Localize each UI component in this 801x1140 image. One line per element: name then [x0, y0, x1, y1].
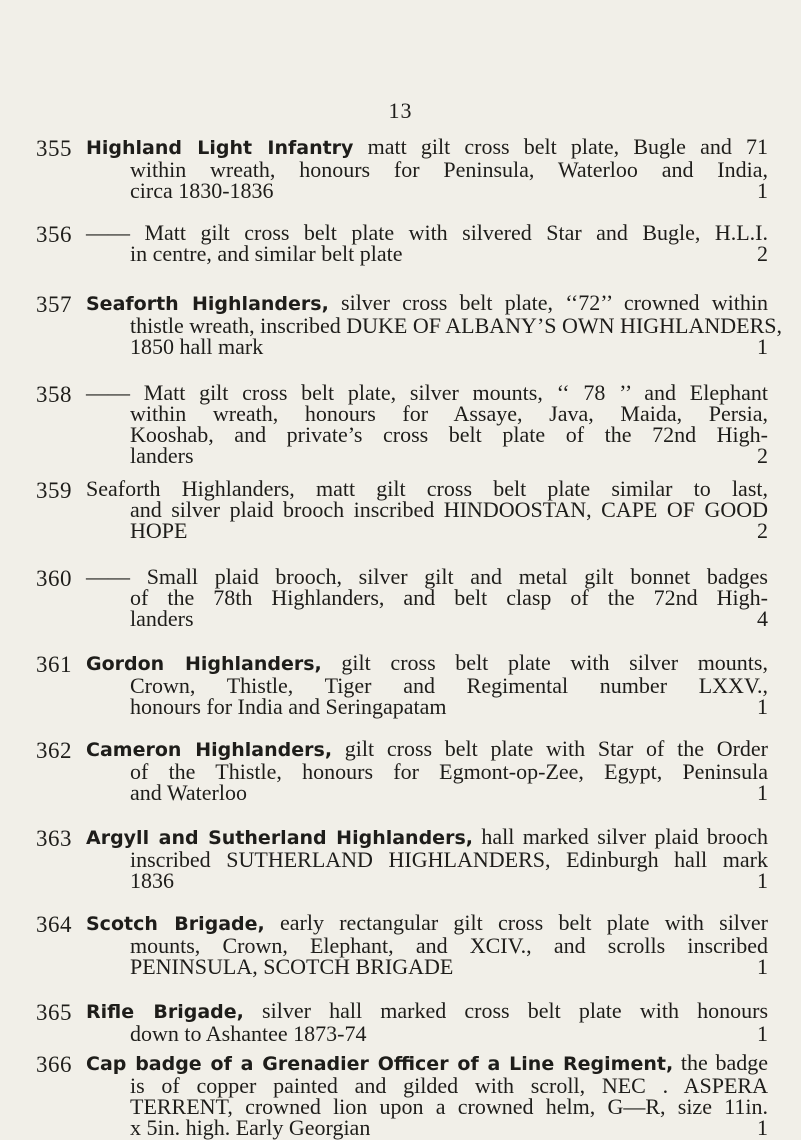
lot-line [130, 587, 768, 608]
lot-line [130, 520, 768, 541]
lot-heading: Highland Light Infantry [86, 137, 354, 159]
lot-line [130, 243, 768, 264]
lot-text: landers [130, 443, 194, 468]
lot-text: honours for India and Seringapatam [130, 694, 447, 719]
lot-description [86, 1050, 768, 1140]
lot-text: Kooshab, and private’s cross belt plate of the 72nd High- [130, 422, 768, 447]
lot-line [130, 445, 768, 466]
lot-line [86, 652, 768, 675]
lot-line [130, 849, 768, 870]
lot-quantity: 1 [757, 780, 768, 805]
lot-text: —— Matt gilt cross belt plate with silvered Star and Bugle, H.L.I. [86, 220, 768, 245]
lot-description [86, 736, 768, 805]
lot-text: inscribed SUTHERLAND HIGHLANDERS, Edinburgh hall mark [130, 847, 768, 872]
lot-line [130, 696, 768, 717]
lot-line [86, 1052, 768, 1075]
lot-text: the badge [673, 1050, 768, 1075]
lot-quantity: 1 [757, 1021, 768, 1046]
lot-number: 358 [36, 382, 72, 407]
lot-description [86, 910, 769, 979]
lot-text: matt gilt cross belt plate, Bugle and 71 [353, 134, 769, 159]
lot-line [130, 424, 768, 445]
lot-text: TERRENT, crowned lion upon a crowned helm, G—R, size 11in. [130, 1094, 768, 1119]
lot-line [130, 761, 768, 782]
lot-text: —— Small plaid brooch, silver gilt and metal gilt bonnet badges [86, 564, 768, 589]
lot-line [86, 222, 768, 243]
lot-description [86, 290, 782, 359]
lot-heading: Scotch Brigade, [86, 913, 265, 935]
lot-text: x 5in. high. Early Georgian [130, 1115, 371, 1140]
lot-text: PENINSULA, SCOTCH BRIGADE [130, 954, 454, 979]
lot-line [130, 180, 768, 201]
lot-text: Crown, Thistle, Tiger and Regimental number LXXV., [130, 673, 768, 698]
lot-description [86, 824, 768, 893]
lot-quantity: 1 [757, 954, 768, 979]
lot-text: down to Ashantee 1873-74 [130, 1021, 367, 1046]
lot-text: silver cross belt plate, ‘‘72’’ crowned within [328, 290, 768, 315]
lot-line [130, 499, 768, 520]
lot-quantity: 1 [757, 334, 768, 359]
lot-description [86, 564, 768, 631]
lot-quantity: 2 [757, 518, 768, 543]
lot-text: of the 78th Highlanders, and belt clasp of the 72nd High- [130, 585, 768, 610]
lot-line [130, 675, 768, 696]
lot-description [86, 650, 768, 719]
lot-text: within wreath, honours for Assaye, Java, Maida, Persia, [130, 401, 768, 426]
lot-heading: Argyll and Sutherland Highlanders, [86, 827, 473, 849]
lot-quantity: 1 [757, 694, 768, 719]
lot-heading: Cameron Highlanders, [86, 739, 333, 761]
lot-line [130, 782, 768, 803]
lot-number: 364 [36, 912, 72, 937]
lot-line [86, 292, 768, 315]
lot-line [130, 608, 768, 629]
lot-line [130, 403, 768, 424]
lot-text: hall marked silver plaid brooch [472, 824, 768, 849]
lot-line [130, 935, 768, 956]
lot-description [86, 380, 768, 468]
lot-line [130, 313, 782, 338]
lot-number: 362 [36, 738, 72, 763]
lot-line [130, 870, 768, 891]
lot-text: 1836 [130, 868, 174, 893]
lot-description [86, 134, 769, 203]
lot-text: landers [130, 606, 194, 631]
lot-text: gilt cross belt plate with silver mounts, [321, 650, 768, 675]
lot-text: —— Matt gilt cross belt plate, silver mounts, ‘‘ 78 ’’ and Elephant [86, 380, 768, 405]
lot-line [86, 136, 768, 159]
lot-text: in centre, and similar belt plate [130, 241, 403, 266]
lot-text: of the Thistle, honours for Egmont-op-Zee, Egypt, Peninsula [130, 759, 768, 784]
lot-line [86, 382, 768, 403]
lot-number: 365 [36, 1000, 72, 1025]
lot-line [86, 738, 768, 761]
lot-quantity: 2 [757, 443, 768, 468]
lot-line [86, 478, 768, 499]
lot-number: 366 [36, 1052, 72, 1077]
page-number: 13 [388, 98, 413, 123]
lot-number: 363 [36, 826, 72, 851]
lot-text: mounts, Crown, Elephant, and XCIV., and scrolls inscribed [130, 933, 768, 958]
lot-heading: Rifle Brigade, [86, 1001, 244, 1023]
lot-line [130, 1075, 768, 1096]
lot-number: 356 [36, 222, 72, 247]
lot-quantity: 1 [757, 178, 768, 203]
lot-text: circa 1830-1836 [130, 178, 274, 203]
lot-text: 1850 hall mark [130, 334, 264, 359]
lot-description [86, 220, 768, 266]
lot-description [86, 998, 769, 1046]
lot-number: 359 [36, 478, 72, 503]
lot-line [130, 1023, 768, 1044]
lot-line [86, 566, 768, 587]
lot-heading: Gordon Highlanders, [86, 653, 322, 675]
lot-description [86, 476, 768, 543]
lot-line [130, 336, 768, 357]
lot-line [86, 826, 768, 849]
lot-quantity: 4 [757, 606, 768, 631]
lot-heading: Seaforth Highlanders, [86, 293, 329, 315]
lot-line [130, 159, 768, 180]
lot-number: 355 [36, 136, 72, 161]
lot-text: Seaforth Highlanders, matt gilt cross belt plate similar to last, [86, 476, 768, 501]
lot-text: HOPE [130, 518, 188, 543]
lot-quantity: 2 [757, 241, 768, 266]
lot-line [130, 956, 768, 977]
lot-number: 360 [36, 566, 72, 591]
lot-text: thistle wreath, inscribed DUKE OF ALBANY’S OWN HIGHLANDERS, [130, 313, 782, 338]
lot-text: early rectangular gilt cross belt plate with silver [264, 910, 769, 935]
lot-text: and silver plaid brooch inscribed HINDOOSTAN, CAPE OF GOOD [130, 497, 768, 522]
lot-heading: Cap badge of a Grenadier Officer of a Line Regiment, [86, 1053, 674, 1075]
lot-text: silver hall marked cross belt plate with honours [243, 998, 769, 1023]
lot-text: gilt cross belt plate with Star of the Order [332, 736, 768, 761]
lot-number: 361 [36, 652, 72, 677]
lot-line [130, 1117, 768, 1138]
lot-quantity: 1 [757, 868, 768, 893]
lot-quantity: 1 [757, 1115, 768, 1140]
lot-number: 357 [36, 292, 72, 317]
lot-line [86, 1000, 768, 1023]
lot-text: is of copper painted and gilded with scroll, NEC . ASPERA [130, 1073, 768, 1098]
lot-text: and Waterloo [130, 780, 247, 805]
lot-text: within wreath, honours for Peninsula, Waterloo and India, [130, 157, 768, 182]
lot-line [86, 912, 768, 935]
